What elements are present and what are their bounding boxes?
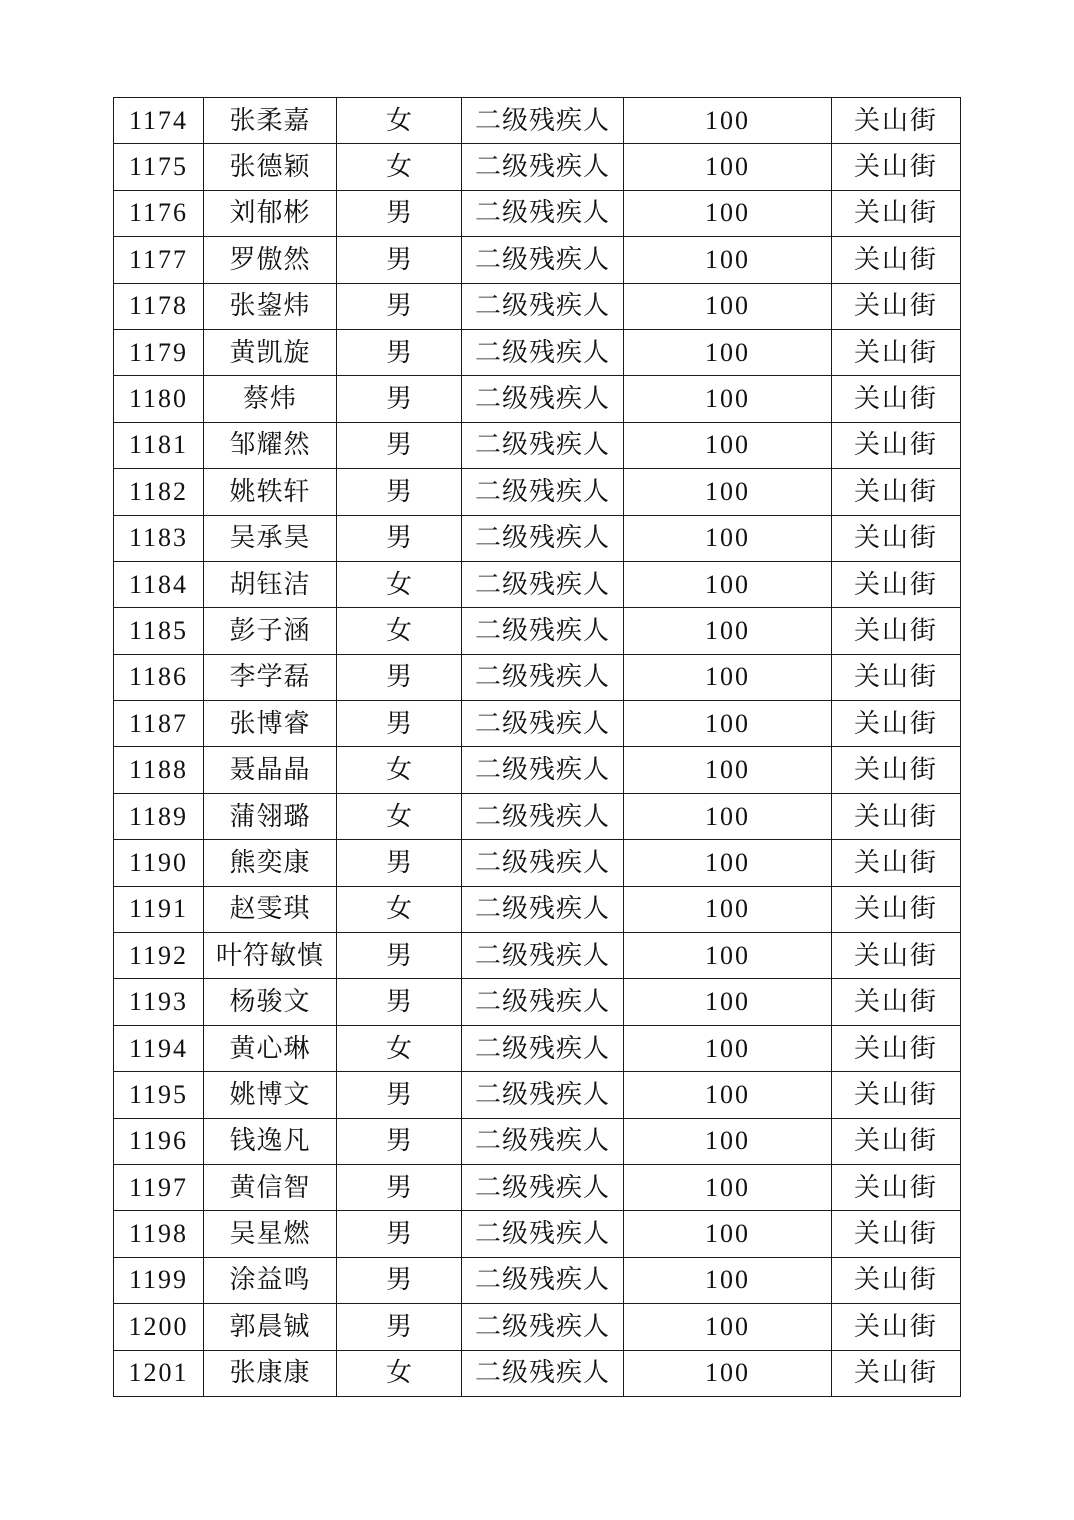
gender-cell: 男 <box>337 1072 462 1118</box>
row-number-cell: 1194 <box>114 1025 204 1071</box>
row-number-cell: 1198 <box>114 1211 204 1257</box>
street-cell: 关山街 <box>832 283 961 329</box>
name-cell: 郭晨铖 <box>204 1304 337 1350</box>
row-number-cell: 1185 <box>114 608 204 654</box>
disability-category-cell: 二级残疾人 <box>462 561 624 607</box>
gender-cell: 女 <box>337 608 462 654</box>
gender-cell: 男 <box>337 329 462 375</box>
table-row <box>114 793 961 839</box>
name-cell: 吴星燃 <box>204 1211 337 1257</box>
row-number-cell: 1176 <box>114 190 204 236</box>
name-cell: 杨骏文 <box>204 979 337 1025</box>
disability-category-cell: 二级残疾人 <box>462 376 624 422</box>
disability-category-cell: 二级残疾人 <box>462 840 624 886</box>
table-row <box>114 747 961 793</box>
table-row <box>114 237 961 283</box>
street-cell: 关山街 <box>832 1257 961 1303</box>
disability-category-cell: 二级残疾人 <box>462 608 624 654</box>
street-cell: 关山街 <box>832 1350 961 1396</box>
table-row <box>114 1072 961 1118</box>
amount-cell: 100 <box>624 933 832 979</box>
amount-cell: 100 <box>624 422 832 468</box>
table-row <box>114 1025 961 1071</box>
gender-cell: 男 <box>337 190 462 236</box>
table-row <box>114 886 961 932</box>
street-cell: 关山街 <box>832 469 961 515</box>
disability-category-cell: 二级残疾人 <box>462 329 624 375</box>
disability-category-cell: 二级残疾人 <box>462 1257 624 1303</box>
amount-cell: 100 <box>624 98 832 144</box>
gender-cell: 女 <box>337 886 462 932</box>
street-cell: 关山街 <box>832 144 961 190</box>
row-number-cell: 1192 <box>114 933 204 979</box>
amount-cell: 100 <box>624 190 832 236</box>
street-cell: 关山街 <box>832 933 961 979</box>
gender-cell: 女 <box>337 144 462 190</box>
disability-category-cell: 二级残疾人 <box>462 283 624 329</box>
table-row <box>114 190 961 236</box>
name-cell: 黄信智 <box>204 1164 337 1210</box>
disability-category-cell: 二级残疾人 <box>462 1072 624 1118</box>
table-row <box>114 608 961 654</box>
table-row <box>114 98 961 144</box>
street-cell: 关山街 <box>832 376 961 422</box>
amount-cell: 100 <box>624 1118 832 1164</box>
row-number-cell: 1200 <box>114 1304 204 1350</box>
gender-cell: 男 <box>337 840 462 886</box>
amount-cell: 100 <box>624 1211 832 1257</box>
disability-category-cell: 二级残疾人 <box>462 933 624 979</box>
amount-cell: 100 <box>624 237 832 283</box>
name-cell: 叶符敏慎 <box>204 933 337 979</box>
gender-cell: 女 <box>337 561 462 607</box>
name-cell: 张康康 <box>204 1350 337 1396</box>
disability-category-cell: 二级残疾人 <box>462 237 624 283</box>
gender-cell: 女 <box>337 793 462 839</box>
street-cell: 关山街 <box>832 793 961 839</box>
amount-cell: 100 <box>624 793 832 839</box>
table-row <box>114 283 961 329</box>
gender-cell: 男 <box>337 1304 462 1350</box>
gender-cell: 女 <box>337 1350 462 1396</box>
table-row <box>114 1304 961 1350</box>
disability-category-cell: 二级残疾人 <box>462 747 624 793</box>
amount-cell: 100 <box>624 608 832 654</box>
name-cell: 涂益鸣 <box>204 1257 337 1303</box>
disability-category-cell: 二级残疾人 <box>462 654 624 700</box>
gender-cell: 男 <box>337 654 462 700</box>
name-cell: 钱逸凡 <box>204 1118 337 1164</box>
amount-cell: 100 <box>624 469 832 515</box>
gender-cell: 男 <box>337 1164 462 1210</box>
gender-cell: 男 <box>337 1257 462 1303</box>
table-row <box>114 840 961 886</box>
gender-cell: 男 <box>337 979 462 1025</box>
disability-category-cell: 二级残疾人 <box>462 793 624 839</box>
amount-cell: 100 <box>624 283 832 329</box>
roster-table <box>113 97 961 1397</box>
street-cell: 关山街 <box>832 1211 961 1257</box>
disability-category-cell: 二级残疾人 <box>462 190 624 236</box>
name-cell: 姚博文 <box>204 1072 337 1118</box>
table-row <box>114 561 961 607</box>
row-number-cell: 1178 <box>114 283 204 329</box>
table-row <box>114 1118 961 1164</box>
row-number-cell: 1197 <box>114 1164 204 1210</box>
disability-category-cell: 二级残疾人 <box>462 469 624 515</box>
row-number-cell: 1196 <box>114 1118 204 1164</box>
name-cell: 李学磊 <box>204 654 337 700</box>
name-cell: 张博睿 <box>204 701 337 747</box>
row-number-cell: 1186 <box>114 654 204 700</box>
amount-cell: 100 <box>624 1350 832 1396</box>
name-cell: 彭子涵 <box>204 608 337 654</box>
street-cell: 关山街 <box>832 98 961 144</box>
disability-category-cell: 二级残疾人 <box>462 144 624 190</box>
gender-cell: 男 <box>337 1211 462 1257</box>
name-cell: 罗傲然 <box>204 237 337 283</box>
row-number-cell: 1199 <box>114 1257 204 1303</box>
roster-table-body <box>114 98 961 1397</box>
street-cell: 关山街 <box>832 654 961 700</box>
table-row <box>114 469 961 515</box>
street-cell: 关山街 <box>832 329 961 375</box>
gender-cell: 男 <box>337 422 462 468</box>
table-row <box>114 422 961 468</box>
amount-cell: 100 <box>624 515 832 561</box>
gender-cell: 女 <box>337 747 462 793</box>
disability-category-cell: 二级残疾人 <box>462 98 624 144</box>
name-cell: 聂晶晶 <box>204 747 337 793</box>
gender-cell: 男 <box>337 469 462 515</box>
table-row <box>114 979 961 1025</box>
street-cell: 关山街 <box>832 422 961 468</box>
name-cell: 姚轶轩 <box>204 469 337 515</box>
amount-cell: 100 <box>624 144 832 190</box>
amount-cell: 100 <box>624 979 832 1025</box>
row-number-cell: 1184 <box>114 561 204 607</box>
name-cell: 张柔嘉 <box>204 98 337 144</box>
name-cell: 张德颖 <box>204 144 337 190</box>
table-row <box>114 1211 961 1257</box>
table-row <box>114 654 961 700</box>
table-row <box>114 1257 961 1303</box>
disability-category-cell: 二级残疾人 <box>462 701 624 747</box>
disability-category-cell: 二级残疾人 <box>462 979 624 1025</box>
amount-cell: 100 <box>624 1025 832 1071</box>
street-cell: 关山街 <box>832 1025 961 1071</box>
gender-cell: 女 <box>337 98 462 144</box>
row-number-cell: 1189 <box>114 793 204 839</box>
gender-cell: 女 <box>337 1025 462 1071</box>
disability-category-cell: 二级残疾人 <box>462 515 624 561</box>
gender-cell: 男 <box>337 701 462 747</box>
gender-cell: 男 <box>337 283 462 329</box>
street-cell: 关山街 <box>832 561 961 607</box>
table-row <box>114 1350 961 1396</box>
amount-cell: 100 <box>624 886 832 932</box>
name-cell: 黄凯旋 <box>204 329 337 375</box>
disability-category-cell: 二级残疾人 <box>462 1350 624 1396</box>
street-cell: 关山街 <box>832 701 961 747</box>
street-cell: 关山街 <box>832 1072 961 1118</box>
row-number-cell: 1188 <box>114 747 204 793</box>
street-cell: 关山街 <box>832 747 961 793</box>
disability-category-cell: 二级残疾人 <box>462 1304 624 1350</box>
row-number-cell: 1201 <box>114 1350 204 1396</box>
name-cell: 蒲翎璐 <box>204 793 337 839</box>
disability-category-cell: 二级残疾人 <box>462 422 624 468</box>
disability-category-cell: 二级残疾人 <box>462 1118 624 1164</box>
row-number-cell: 1177 <box>114 237 204 283</box>
amount-cell: 100 <box>624 376 832 422</box>
table-row <box>114 701 961 747</box>
row-number-cell: 1179 <box>114 329 204 375</box>
amount-cell: 100 <box>624 1072 832 1118</box>
row-number-cell: 1175 <box>114 144 204 190</box>
row-number-cell: 1174 <box>114 98 204 144</box>
table-row <box>114 329 961 375</box>
row-number-cell: 1193 <box>114 979 204 1025</box>
gender-cell: 男 <box>337 1118 462 1164</box>
row-number-cell: 1191 <box>114 886 204 932</box>
street-cell: 关山街 <box>832 608 961 654</box>
name-cell: 赵雯琪 <box>204 886 337 932</box>
row-number-cell: 1180 <box>114 376 204 422</box>
amount-cell: 100 <box>624 747 832 793</box>
table-row <box>114 515 961 561</box>
name-cell: 邹耀然 <box>204 422 337 468</box>
row-number-cell: 1190 <box>114 840 204 886</box>
street-cell: 关山街 <box>832 1164 961 1210</box>
amount-cell: 100 <box>624 329 832 375</box>
disability-category-cell: 二级残疾人 <box>462 1025 624 1071</box>
table-row <box>114 376 961 422</box>
amount-cell: 100 <box>624 561 832 607</box>
disability-category-cell: 二级残疾人 <box>462 1164 624 1210</box>
street-cell: 关山街 <box>832 840 961 886</box>
street-cell: 关山街 <box>832 515 961 561</box>
gender-cell: 男 <box>337 237 462 283</box>
street-cell: 关山街 <box>832 1118 961 1164</box>
disability-category-cell: 二级残疾人 <box>462 886 624 932</box>
street-cell: 关山街 <box>832 979 961 1025</box>
street-cell: 关山街 <box>832 237 961 283</box>
name-cell: 张鋆炜 <box>204 283 337 329</box>
name-cell: 熊奕康 <box>204 840 337 886</box>
amount-cell: 100 <box>624 1257 832 1303</box>
amount-cell: 100 <box>624 840 832 886</box>
name-cell: 吴承昊 <box>204 515 337 561</box>
table-row <box>114 144 961 190</box>
street-cell: 关山街 <box>832 190 961 236</box>
name-cell: 胡钰洁 <box>204 561 337 607</box>
name-cell: 黄心琳 <box>204 1025 337 1071</box>
name-cell: 刘郁彬 <box>204 190 337 236</box>
gender-cell: 男 <box>337 515 462 561</box>
row-number-cell: 1182 <box>114 469 204 515</box>
table-row <box>114 1164 961 1210</box>
gender-cell: 男 <box>337 933 462 979</box>
amount-cell: 100 <box>624 654 832 700</box>
row-number-cell: 1183 <box>114 515 204 561</box>
name-cell: 蔡炜 <box>204 376 337 422</box>
row-number-cell: 1187 <box>114 701 204 747</box>
street-cell: 关山街 <box>832 886 961 932</box>
disability-category-cell: 二级残疾人 <box>462 1211 624 1257</box>
row-number-cell: 1195 <box>114 1072 204 1118</box>
table-row <box>114 933 961 979</box>
amount-cell: 100 <box>624 701 832 747</box>
amount-cell: 100 <box>624 1304 832 1350</box>
street-cell: 关山街 <box>832 1304 961 1350</box>
row-number-cell: 1181 <box>114 422 204 468</box>
gender-cell: 男 <box>337 376 462 422</box>
amount-cell: 100 <box>624 1164 832 1210</box>
